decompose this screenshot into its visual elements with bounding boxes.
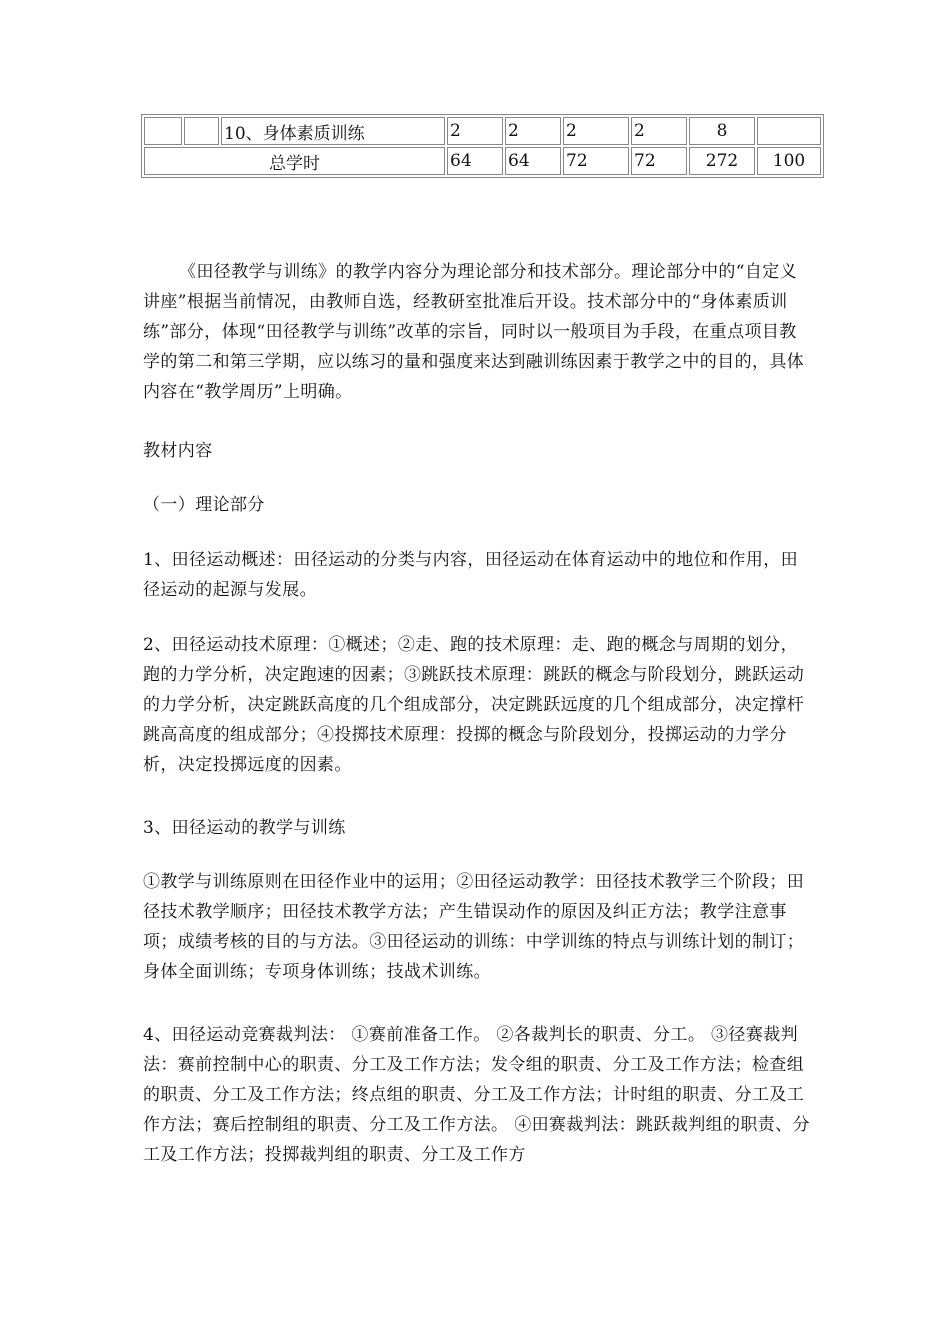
- intro-paragraph: 《田径教学与训练》的教学内容分为理论部分和技术部分。理论部分中的“自定义讲座”根据当前情况，由教师自选，经教研室批准后开设。技术部分中的“身体素质训练”部分，体现“田径教学与训练”改革的宗旨，同时以一般项目为手段，在重点项目教学的第二和第三学期，应以练习的量和强度来达到融训练因素于教学之中的目的，具体内容在“教学周历”上明确。: [143, 262, 805, 402]
- table-cell-total: 272: [689, 147, 755, 175]
- hours-table: [141, 114, 824, 178]
- subsection-heading: （一）理论部分: [143, 495, 265, 515]
- paragraph-item-4: 4、田径运动竞赛裁判法： ①赛前准备工作。 ②各裁判长的职责、分工。 ③径赛裁判法：赛前控制中心的职责、分工及工作方法；发令组的职责、分工及工作方法；检查组的职责、分工及工作方法；终点组的职责、分工及工作方法；计时组的职责、分工及工作方法；赛后控制组的职责、分工及工作方法。 ④田赛裁判法：跳跃裁判组的职责、分工及工作方法；投掷裁判组的职责、分工及工作方: [143, 1025, 811, 1165]
- table-cell-total: 8: [689, 117, 755, 145]
- table-cell-semester-4: 2: [631, 117, 687, 145]
- table-cell-percent: [757, 117, 821, 145]
- table-cell-semester-3: 2: [563, 117, 629, 145]
- table-cell-semester-1: 2: [447, 117, 503, 145]
- table-cell-semester-4: 72: [631, 147, 687, 175]
- table-cell-semester-1: 64: [447, 147, 503, 175]
- paragraph-item-3-detail: ①教学与训练原则在田径作业中的运用；②田径运动教学：田径技术教学三个阶段；田径技术教学顺序；田径技术教学方法；产生错误动作的原因及纠正方法；教学注意事项；成绩考核的目的与方法。③田径运动的训练：中学训练的特点与训练计划的制订；身体全面训练；专项身体训练；技战术训练。: [143, 872, 805, 982]
- table-cell: [184, 117, 219, 145]
- table-cell-semester-2: 2: [505, 117, 561, 145]
- table-row: [144, 117, 821, 145]
- table-cell-total-label: 总学时: [144, 147, 445, 175]
- table-row: [144, 147, 821, 175]
- table-cell-item: 10、身体素质训练: [221, 117, 445, 145]
- paragraph-item-3: 3、田径运动的教学与训练: [143, 818, 346, 838]
- table-cell: [144, 117, 182, 145]
- section-heading: 教材内容: [143, 441, 213, 461]
- table-cell-semester-2: 64: [505, 147, 561, 175]
- table-cell-percent: 100: [757, 147, 821, 175]
- paragraph-item-1: 1、田径运动概述：田径运动的分类与内容，田径运动在体育运动中的地位和作用，田径运动的起源与发展。: [143, 550, 799, 600]
- paragraph-item-2: 2、田径运动技术原理：①概述；②走、跑的技术原理：走、跑的概念与周期的划分，跑的力学分析，决定跑速的因素；③跳跃技术原理：跳跃的概念与阶段划分，跳跃运动的力学分析，决定跳跃高度的几个组成部分，决定跳跃远度的几个组成部分，决定撑杆跳高高度的组成部分；④投掷技术原理：投掷的概念与阶段划分，投掷运动的力学分析，决定投掷远度的因素。: [143, 635, 805, 775]
- table-cell-semester-3: 72: [563, 147, 629, 175]
